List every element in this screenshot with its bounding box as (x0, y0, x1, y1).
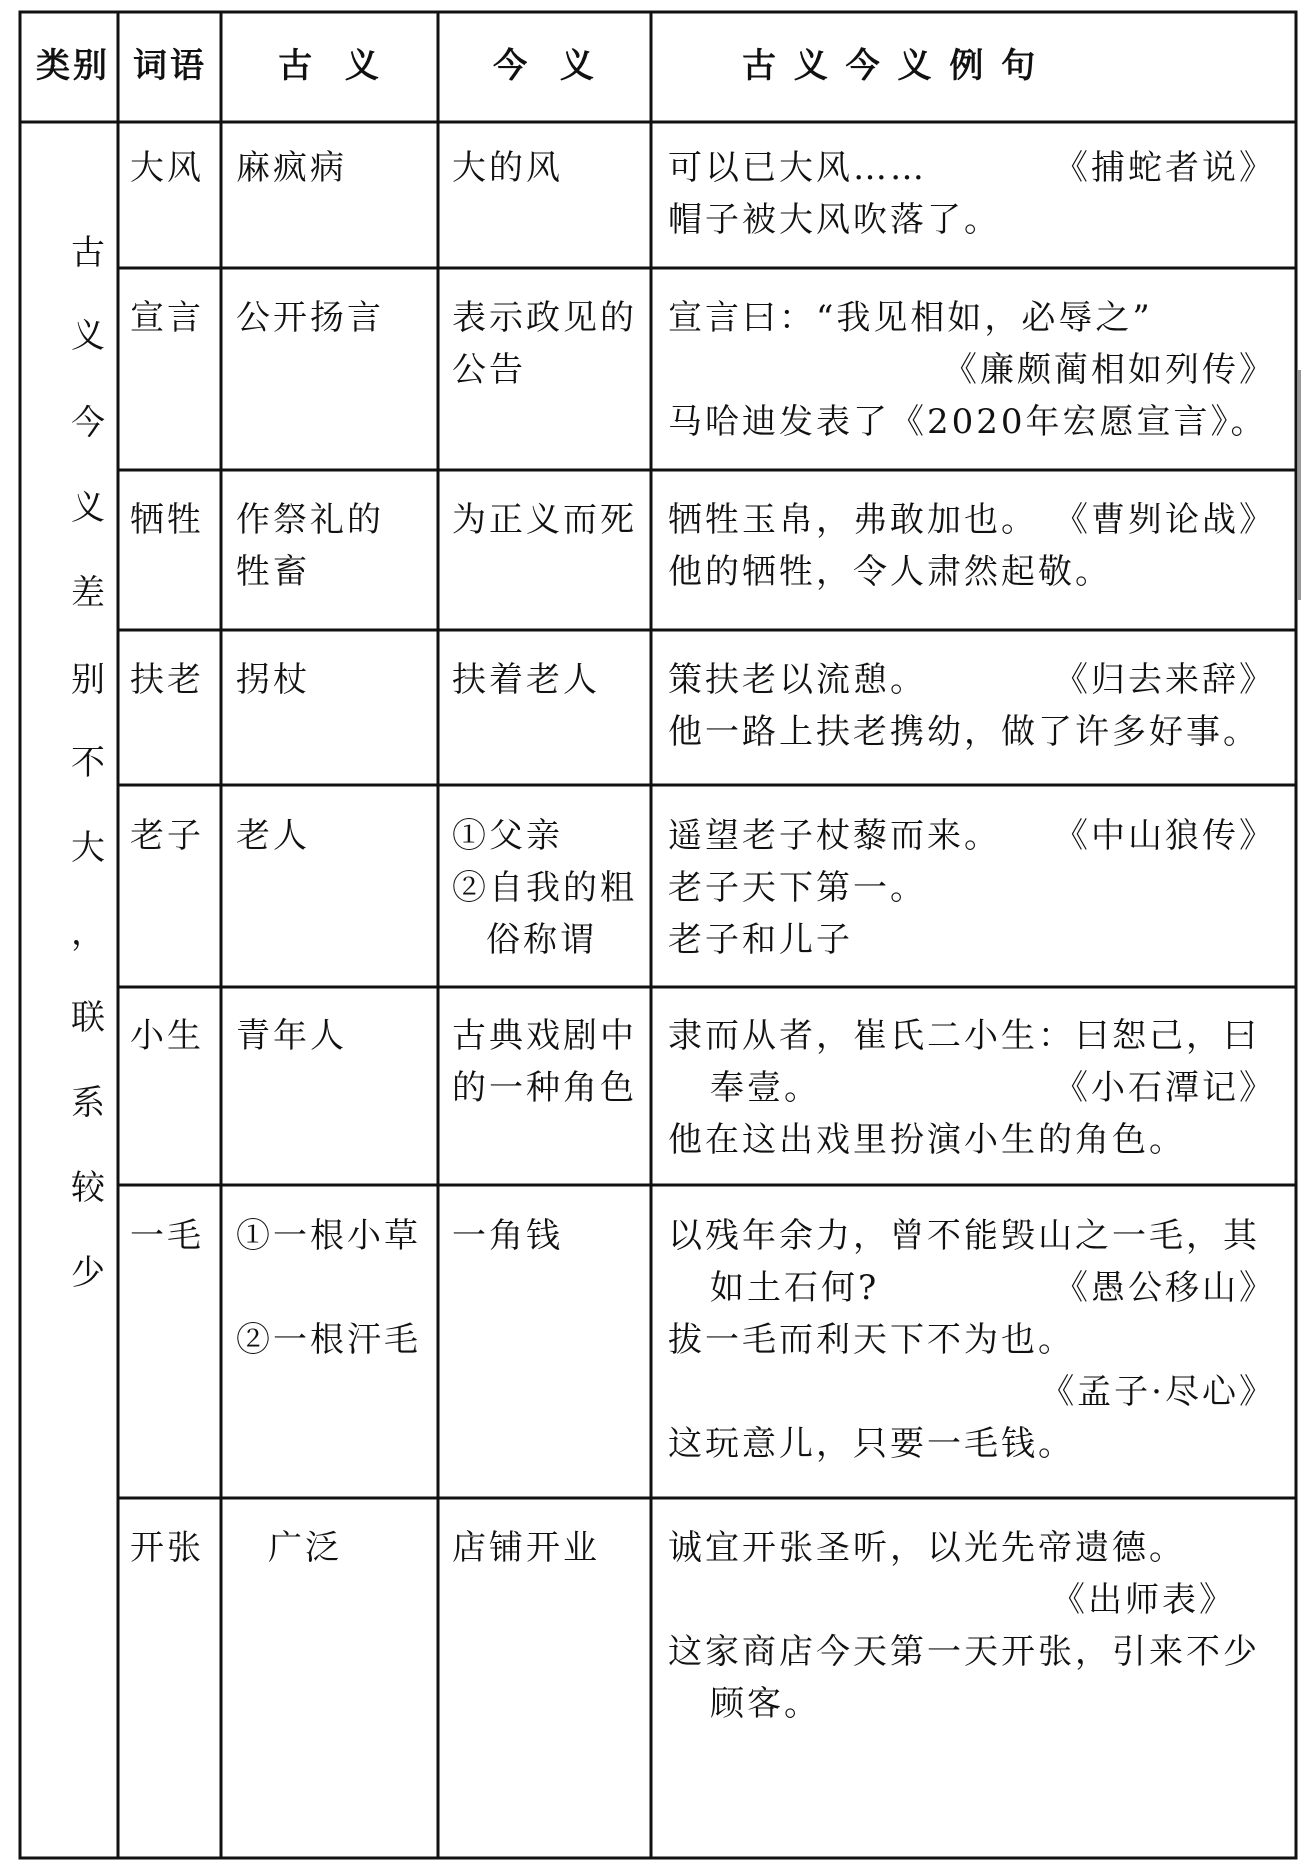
example-line: 策扶老以流憩。 《归去来辞》 (668, 660, 1276, 700)
modern-meaning-cell: 古典戏剧中 的一种角色 (452, 1016, 637, 1108)
example-line: 他一路上扶老携幼，做了许多好事。 (668, 712, 1260, 752)
word-cell: 牺牲 (130, 500, 204, 540)
example-cell (668, 654, 1276, 758)
example-source: 《出师表》 (1051, 1580, 1236, 1620)
example-source: 《廉颇蔺相如列传》 (943, 350, 1276, 390)
category-char: ， (71, 913, 105, 953)
word-cell: 大风 (130, 148, 204, 188)
example-line: 帽子被大风吹落了。 (668, 200, 1001, 240)
header-example-sentences: 古 义 今 义 例 句 (742, 46, 1039, 86)
example-cell (668, 810, 1276, 966)
category-char: 义 (71, 316, 105, 356)
example-line: 这家商店今天第一天开张，引来不少 (668, 1632, 1260, 1672)
example-line: 老子和儿子 (668, 920, 853, 960)
word-cell: 一毛 (130, 1216, 204, 1256)
example-line: 诚宜开张圣听，以光先帝遗德。 (668, 1528, 1186, 1568)
example-line: 可以已大风…… 《捕蛇者说》 (668, 148, 1276, 188)
example-cell (668, 494, 1276, 598)
ancient-meaning-cell: 老人 (236, 816, 310, 856)
header-word: 词语 (133, 46, 207, 86)
example-line: 如土石何? 《愚公移山》 (710, 1268, 1276, 1308)
example-line: 奉壹。 《小石潭记》 (710, 1068, 1276, 1108)
category-char: 较 (71, 1168, 105, 1208)
example-line: 以残年余力，曾不能毁山之一毛，其 (668, 1216, 1260, 1256)
ancient-meaning-cell: 青年人 (236, 1016, 347, 1056)
modern-meaning-cell: 扶着老人 (452, 660, 600, 700)
category-char: 不 (71, 743, 105, 783)
word-cell: 扶老 (130, 660, 204, 700)
example-cell (668, 292, 1276, 448)
modern-meaning-cell: ①父亲 ②自我的粗 俗称谓 (452, 816, 637, 960)
example-cell (668, 1210, 1276, 1470)
ancient-meaning-cell: 公开扬言 (236, 298, 384, 338)
example-source: 《孟子·尽心》 (1040, 1372, 1276, 1412)
header-modern-meaning: 今 义 (493, 46, 597, 86)
word-cell: 开张 (130, 1528, 204, 1568)
category-char: 古 (71, 233, 105, 273)
example-line: 他的牺牲，令人肃然起敬。 (668, 552, 1112, 592)
category-char: 别 (71, 660, 105, 700)
word-cell: 老子 (130, 816, 204, 856)
example-cell (668, 1010, 1276, 1166)
category-char: 义 (71, 488, 105, 528)
category-char: 联 (71, 998, 105, 1038)
category-char: 少 (71, 1253, 105, 1293)
category-char: 今 (71, 403, 105, 443)
category-char: 系 (71, 1083, 105, 1123)
example-line: 顾客。 (710, 1684, 821, 1724)
example-cell (668, 1522, 1276, 1730)
example-line: 牺牲玉帛，弗敢加也。 《曹刿论战》 (668, 500, 1276, 540)
header-ancient-meaning: 古 义 (278, 46, 382, 86)
ancient-meaning-cell: 拐杖 (236, 660, 310, 700)
ancient-meaning-cell: 广泛 (268, 1528, 342, 1568)
example-cell (668, 142, 1276, 246)
example-line: 拔一毛而利天下不为也。 (668, 1320, 1075, 1360)
ancient-meaning-cell: 作祭礼的 牲畜 (236, 500, 384, 592)
example-line: 马哈迪发表了《2020年宏愿宣言》。 (668, 402, 1268, 442)
modern-meaning-cell: 为正义而死 (452, 500, 637, 540)
modern-meaning-cell: 大的风 (452, 148, 563, 188)
example-line: 遥望老子杖藜而来。 《中山狼传》 (668, 816, 1276, 856)
example-line: 宣言曰：“我见相如，必辱之” (668, 298, 1153, 338)
word-cell: 宣言 (130, 298, 204, 338)
header-category: 类别 (36, 46, 110, 86)
example-line: 隶而从者，崔氏二小生：曰恕己，曰 (668, 1016, 1260, 1056)
word-cell: 小生 (130, 1016, 204, 1056)
modern-meaning-cell: 店铺开业 (452, 1528, 600, 1568)
example-line: 老子天下第一。 (668, 868, 927, 908)
category-char: 大 (71, 828, 105, 868)
example-line: 他在这出戏里扮演小生的角色。 (668, 1120, 1186, 1160)
modern-meaning-cell: 表示政见的 公告 (452, 298, 637, 390)
ancient-meaning-cell: ①一根小草 ②一根汗毛 (236, 1216, 421, 1360)
vocabulary-table (18, 10, 1298, 1860)
modern-meaning-cell: 一角钱 (452, 1216, 563, 1256)
category-char: 差 (71, 573, 105, 613)
example-line: 这玩意儿，只要一毛钱。 (668, 1424, 1075, 1464)
ancient-meaning-cell: 麻疯病 (236, 148, 347, 188)
